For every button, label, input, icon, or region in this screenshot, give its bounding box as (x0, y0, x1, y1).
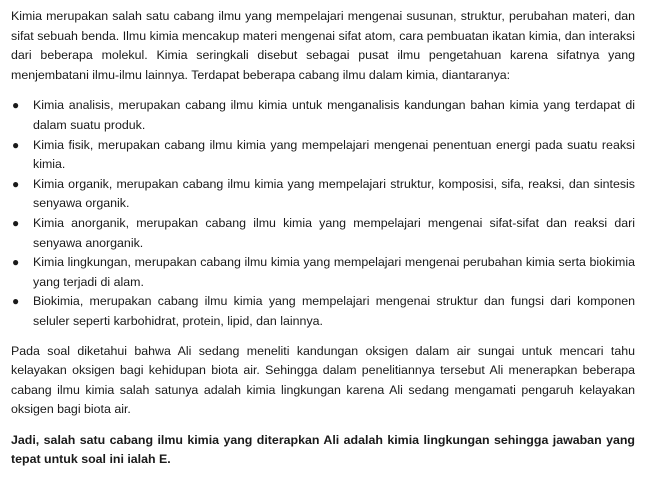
list-item (11, 136, 635, 175)
list-item (11, 214, 635, 253)
list-item-text: Kimia analisis, merupakan cabang ilmu kimia untuk menganalisis kandungan bahan kimia yang terdapat di dalam suatu produk. (33, 98, 635, 132)
list-item (11, 96, 635, 135)
list-item-text: Kimia fisik, merupakan cabang ilmu kimia yang mempelajari mengenai penentuan energi pada suatu reaksi kimia. (33, 137, 635, 172)
list-item (11, 175, 635, 214)
list-item (11, 292, 635, 331)
bullet-icon: ● (12, 137, 20, 152)
list-item-text: Biokimia, merupakan cabang ilmu kimia yang mempelajari mengenai struktur dan fungsi dari komponen seluler seperti karbohidrat, protein, lipid, dan lainnya. (33, 294, 635, 328)
chemistry-branches-list (11, 96, 635, 331)
conclusion-paragraph: Jadi, salah satu cabang ilmu kimia yang diterapkan Ali adalah kimia lingkungan sehingga jawaban yang tepat untuk soal ini ialah E. (11, 432, 635, 467)
intro-paragraph: Kimia merupakan salah satu cabang ilmu yang mempelajari mengenai susunan, struktur, perubahan materi, dan sifat sebuah benda. Ilmu kimia mencakup materi mengenai sifat atom, cara pembuatan ikatan kimia, dan interaksi dari beberapa molekul. Kimia seringkali disebut sebagai pusat ilmu pengetahuan karena sifatnya yang menjembatani ilmu-ilmu lainnya. Terdapat beberapa cabang ilmu dalam kimia, diantaranya: (11, 9, 635, 82)
list-item-text: Kimia anorganik, merupakan cabang ilmu kimia yang mempelajari mengenai sifat-sifat dan reaksi dari senyawa anorganik. (33, 215, 635, 250)
bullet-icon: ● (12, 294, 20, 309)
bullet-icon: ● (12, 255, 20, 270)
bullet-icon: ● (12, 98, 20, 113)
bullet-icon: ● (12, 176, 20, 191)
list-item-text: Kimia lingkungan, merupakan cabang ilmu kimia yang mempelajari mengenai perubahan kimia serta biokimia yang terjadi di alam. (33, 255, 635, 289)
analysis-paragraph: Pada soal diketahui bahwa Ali sedang meneliti kandungan oksigen dalam air sungai untuk mencari tahu kelayakan oksigen bagi kehidupan biota air. Sehingga dalam penelitiannya tersebut Ali menerapkan beberapa cabang ilmu kimia salah satunya adalah kimia lingkungan karena Ali sedang mengamati pengaruh kelayakan oksigen bagi biota air. (11, 343, 635, 417)
list-item (11, 253, 635, 292)
list-item-text: Kimia organik, merupakan cabang ilmu kimia yang mempelajari struktur, komposisi, sifa, reaksi, dan sintesis senyawa organik. (33, 176, 635, 211)
bullet-icon: ● (12, 215, 20, 230)
